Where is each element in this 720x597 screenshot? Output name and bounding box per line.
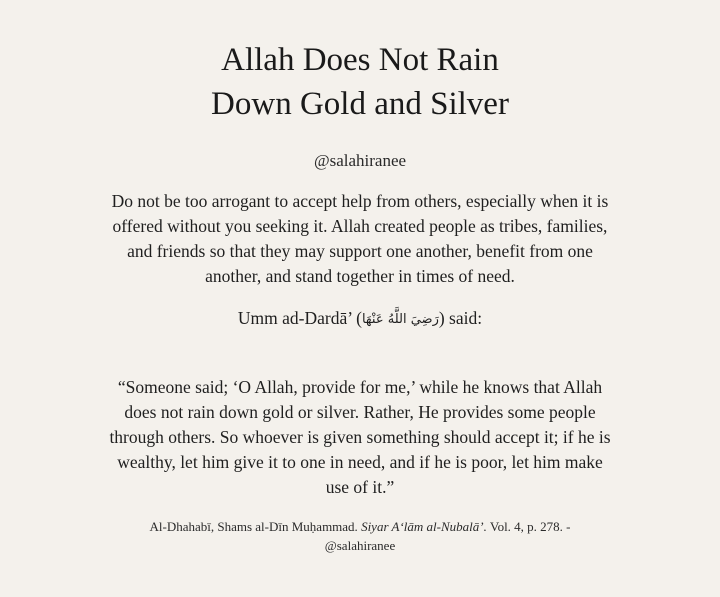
quote-line: use of it.” (325, 477, 395, 497)
page-title (0, 38, 720, 126)
quote-line: through others. So whoever is given something should accept it; if he is (109, 427, 611, 447)
quote-line: “Someone said; ‘O Allah, provide for me,’ while he knows that Allah (117, 377, 603, 397)
intro-line: Do not be too arrogant to accept help from others, especially when it is (111, 191, 609, 211)
quote-line: does not rain down gold or silver. Rather, He provides some people (124, 402, 596, 422)
citation-handle: @salahiranee (324, 538, 396, 553)
citation-author: Al-Dhahabī, Shams al-Dīn Muḥammad. (149, 519, 362, 534)
citation-source (60, 517, 660, 536)
quote-line: wealthy, let him give it to one in need, and if he is poor, let him make (117, 452, 603, 472)
citation-volume: Vol. 4, p. 278. - (486, 519, 571, 534)
honorific-text: رَضِيَ اللَّهُ عَنْهَا (361, 312, 439, 327)
citation-book: Siyar A‘lām al-Nubalā’. (361, 519, 487, 534)
intro-line: another, and stand together in times of need. (205, 266, 515, 286)
narrator-line (0, 306, 720, 332)
quote-paragraph (75, 375, 645, 500)
intro-line: offered without you seeking it. Allah created people as tribes, families, (112, 216, 608, 236)
title-line-1: Allah Does Not Rain (221, 42, 499, 78)
intro-line: and friends so that they may support one another, benefit from one (127, 241, 593, 261)
intro-paragraph (85, 189, 635, 289)
title-line-2: Down Gold and Silver (211, 86, 509, 122)
narrator-said: ) said: (438, 308, 483, 328)
narrator-name: Umm ad-Dardā’ ( (237, 308, 362, 328)
author-handle: @salahiranee (313, 151, 407, 170)
citation (60, 517, 660, 555)
